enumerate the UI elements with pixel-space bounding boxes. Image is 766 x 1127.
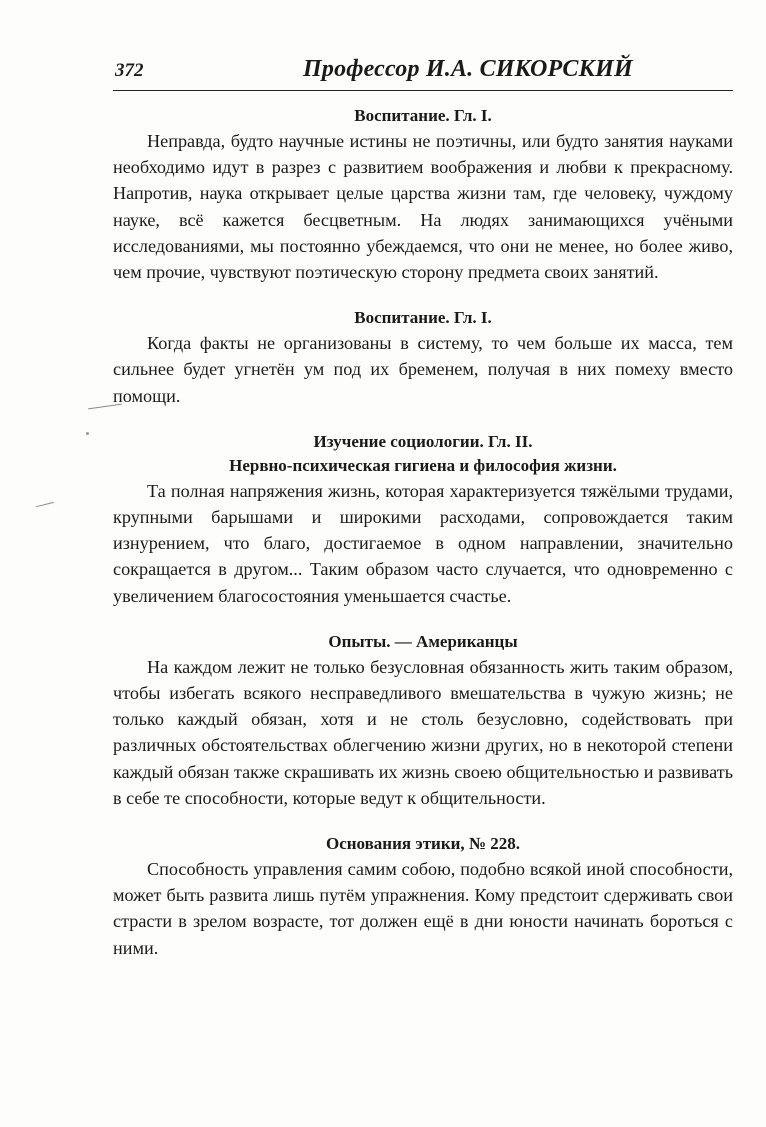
quote-section [113,832,733,961]
quote-section [113,306,733,409]
section-heading: Воспитание. Гл. I. [354,106,492,125]
quote-paragraph: Та полная напряжения жизнь, которая характеризуется тяжёлыми трудами, крупными барышами и широкими расходами, сопровождается таким изнурением, что благо, достигаемое в одном направлении, значительно сокращается в другом... Таким образом часто случается, что одновременно с увеличением благосостояния уменьшается счастье. [113,480,733,606]
section-heading: Изучение социологии. Гл. II. [313,431,533,451]
quote-paragraph: Неправда, будто научные истины не поэтичны, или будто занятия науками необходимо идут в разрез с развитием воображения и любви к прекрасному. Напротив, наука открывает целые царства жизни там, где человеку, чуждому науке, всё кажется бесцветным. На людях занимающихся учёными исследованиями, мы постоянно убеждаемся, что они не менее, но более живо, чем прочие, чувствуют поэтическую сторону предмета своих занятий. [113,131,733,283]
running-title: Профессор И.А. СИКОРСКИЙ [303,56,633,82]
quote-paragraph: Когда факты не организованы в систему, то чем больше их масса, тем сильнее будет угнетён ум под их бременем, получая в них помеху вместо помощи. [113,333,733,406]
margin-pencil-mark [36,502,54,508]
page-number: 372 [115,60,144,81]
quote-section [113,104,733,285]
page-body [113,104,733,982]
section-subheading: Нервно-психическая гигиена и философия жизни. [229,455,617,475]
running-head [113,56,733,91]
section-heading: Воспитание. Гл. I. [354,308,492,328]
quote-paragraph: Способность управления самим собою, подобно всякой иной способности, может быть развита лишь путём упражнения. Кому предстоит сдерживать свои страсти в зрелом возрасте, тот должен ещё в дни юности начинать бороться с ними. [113,859,733,958]
quote-section [113,430,733,609]
section-heading: Основания этики, № 228. [325,834,521,854]
quote-section [113,630,733,811]
quote-paragraph: На каждом лежит не только безусловная обязанность жить таким образом, чтобы избегать всякого несправедливого вмешательства в чужую жизнь; не только каждый обязан, хотя и не столь безусловно, содействовать при различных обстоятельствах облегчению жизни других, но в некоторой степени каждый обязан также скрашивать их жизнь своею общительностью и развивать в себе те способности, которые ведут к общительности. [113,656,733,808]
section-heading: Опыты. — Американцы [328,631,518,651]
margin-pencil-dot [86,432,89,435]
